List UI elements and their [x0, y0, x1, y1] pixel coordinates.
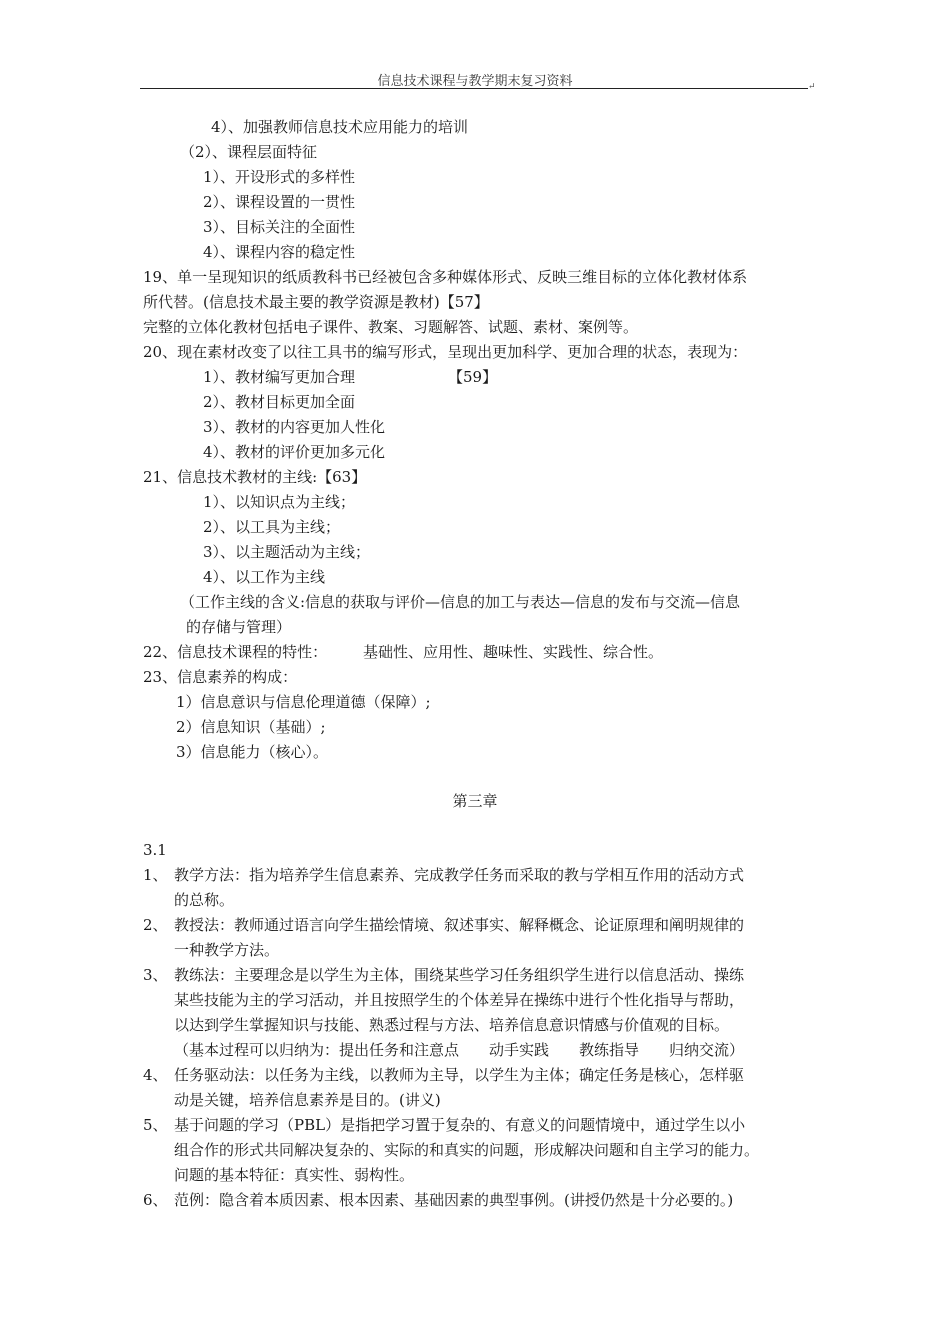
item-number: 6、 — [143, 1191, 168, 1209]
item-line: 教学方法：指为培养学生信息素养、完成教学任务而采取的教与学相互作用的活动方式 — [174, 866, 745, 884]
header-end-mark: ↵ — [808, 82, 816, 92]
item-line: 组合作的形式共同解决复杂的、实际的和真实的问题，形成解决问题和自主学习的能力。 — [174, 1141, 760, 1159]
list-item: 3）信息能力（核心）。 — [176, 743, 329, 761]
list-item: 4）、课程内容的稳定性 — [203, 243, 356, 261]
list-item: 4）、加强教师信息技术应用能力的培训 — [211, 118, 469, 136]
question-21: 21、信息技术教材的主线:【63】 — [143, 468, 367, 486]
question-22: 22、信息技术课程的特性： — [143, 643, 328, 661]
list-item: 2）、以工具为主线； — [203, 518, 341, 536]
item-text — [174, 913, 808, 963]
item-number: 2、 — [143, 916, 168, 934]
item-line: 某些技能为主的学习活动，并且按照学生的个体差异在操练中进行个性化指导与帮助， — [174, 991, 745, 1009]
item-text — [174, 963, 808, 1063]
list-item: 4）、教材的评价更加多元化 — [203, 443, 386, 461]
item-text — [174, 1188, 808, 1213]
item-line: （基本过程可以归纳为：提出任务和注意点 动手实践 教练指导 归纳交流） — [174, 1041, 745, 1059]
item-line: 范例：隐含着本质因素、根本因素、基础因素的典型事例。(讲授仍然是十分必要的。) — [174, 1191, 734, 1209]
item-line: 任务驱动法：以任务为主线，以教师为主导，以学生为主体；确定任务是核心，怎样驱 — [174, 1066, 745, 1084]
paragraph: 完整的立体化教材包括电子课件、教案、习题解答、试题、素材、案例等。 — [143, 318, 639, 336]
list-item: 1）、教材编写更加合理 — [203, 368, 356, 386]
list-item: 1）信息意识与信息伦理道德（保障）; — [176, 693, 431, 711]
section-number: 3.1 — [143, 841, 167, 859]
section-heading: （2）、课程层面特征 — [180, 143, 318, 161]
page-header-title: 信息技术课程与教学期末复习资料 — [377, 74, 573, 89]
item-text — [174, 1063, 808, 1113]
header-divider — [140, 88, 808, 89]
item-line: 教练法：主要理念是以学生为主体，围绕某些学习任务组织学生进行以信息活动、操练 — [174, 966, 745, 984]
item-line: 基于问题的学习（PBL）是指把学习置于复杂的、有意义的问题情境中，通过学生以小 — [174, 1116, 746, 1134]
item-line: 动是关键，培养信息素养是目的。(讲义) — [174, 1091, 441, 1109]
list-item: 2）信息知识（基础）; — [176, 718, 326, 736]
list-item: 3）、教材的内容更加人性化 — [203, 418, 386, 436]
list-item: 4）、以工作为主线 — [203, 568, 326, 586]
list-item: 2）、课程设置的一贯性 — [203, 193, 356, 211]
list-item: 1）、开设形式的多样性 — [203, 168, 356, 186]
question-20: 20、现在素材改变了以往工具书的编写形式，呈现出更加科学、更加合理的状态，表现为： — [143, 343, 748, 361]
question-19-cont: 所代替。(信息技术最主要的教学资源是教材)【57】 — [143, 293, 489, 311]
chapter-title: 第三章 — [452, 792, 498, 810]
list-item: 3）、以主题活动为主线； — [203, 543, 371, 561]
list-item: 1）、以知识点为主线； — [203, 493, 356, 511]
question-22-answer: 基础性、应用性、趣味性、实践性、综合性。 — [363, 643, 664, 661]
note-line-cont: 的存储与管理） — [186, 618, 292, 636]
item-text — [174, 1113, 808, 1188]
item-line: 教授法：教师通过语言向学生描绘情境、叙述事实、解释概念、论证原理和阐明规律的 — [174, 916, 745, 934]
item-number: 3、 — [143, 966, 168, 984]
item-line: 的总称。 — [174, 891, 235, 909]
list-item: 2）、教材目标更加全面 — [203, 393, 356, 411]
item-line: 一种教学方法。 — [174, 941, 280, 959]
item-number: 1、 — [143, 866, 168, 884]
question-19: 19、单一呈现知识的纸质教科书已经被包含多种媒体形式、反映三维目标的立体化教材体系 — [143, 268, 748, 286]
item-text — [174, 863, 808, 913]
question-23: 23、信息素养的构成： — [143, 668, 298, 686]
list-item: 3）、目标关注的全面性 — [203, 218, 356, 236]
note-line: （工作主线的含义:信息的获取与评价—信息的加工与表达—信息的发布与交流—信息 — [180, 593, 741, 611]
item-number: 4、 — [143, 1066, 168, 1084]
item-line: 问题的基本特征：真实性、弱构性。 — [174, 1166, 415, 1184]
item-number: 5、 — [143, 1116, 168, 1134]
page-reference: 【59】 — [448, 368, 498, 386]
item-line: 以达到学生掌握知识与技能、熟悉过程与方法、培养信息意识情感与价值观的目标。 — [174, 1016, 730, 1034]
